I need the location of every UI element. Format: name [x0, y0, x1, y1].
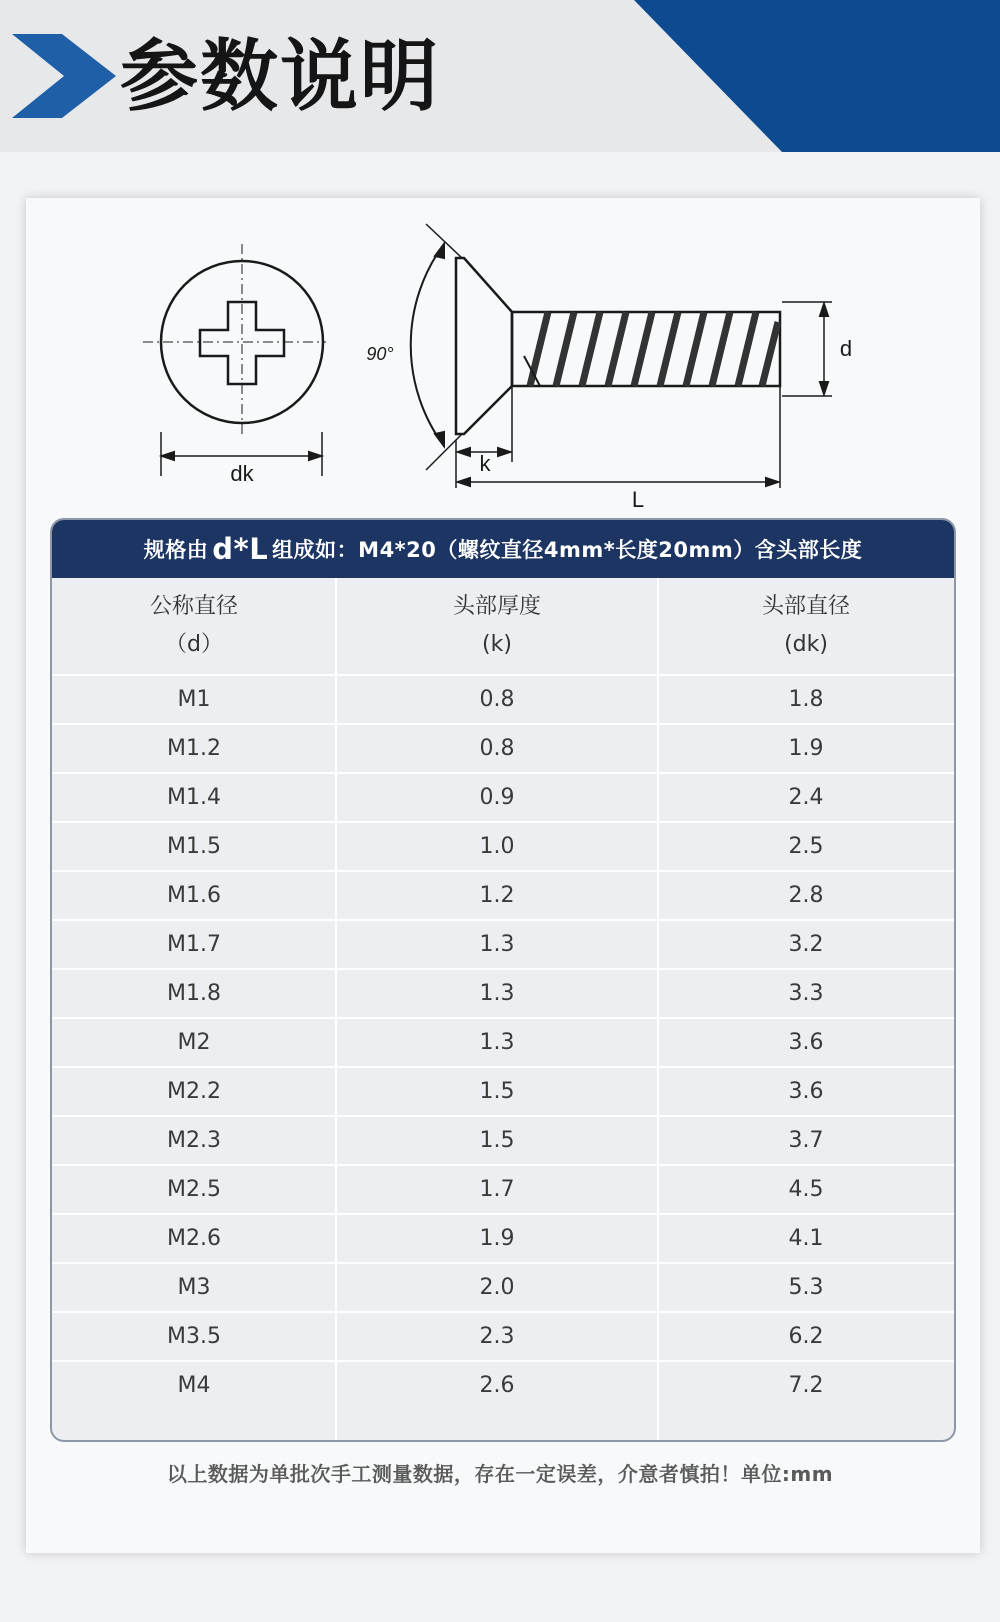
table-cell: 2.0	[479, 1275, 515, 1300]
table-cell: M3.5	[167, 1324, 221, 1349]
table-cell: 3.3	[788, 981, 824, 1006]
table-cell: M2.3	[167, 1128, 221, 1153]
column-name: 头部直径	[761, 594, 850, 619]
table-cell: 3.6	[788, 1030, 824, 1055]
table-title-formula: d*L	[212, 532, 269, 566]
table-cell: M2.6	[167, 1226, 221, 1251]
table-cell: 4.5	[788, 1177, 824, 1202]
column-unit: （d）	[165, 632, 223, 657]
column-unit: (dk)	[784, 632, 828, 657]
table-cell: 1.9	[788, 736, 824, 761]
table-cell: M1.6	[167, 883, 221, 908]
table-cell: 3.6	[788, 1079, 824, 1104]
table-cell: 0.8	[479, 687, 515, 712]
table-cell: M1.5	[167, 834, 221, 859]
column-header-dk	[658, 578, 954, 674]
table-cell: 6.2	[788, 1324, 824, 1349]
table-cell: 1.7	[479, 1177, 515, 1202]
label-k: k	[479, 451, 491, 476]
table-cell: M2	[177, 1030, 211, 1055]
table-cell: 7.2	[788, 1373, 824, 1398]
table-row	[52, 870, 954, 919]
label-angle: 90°	[366, 344, 394, 364]
table-cell: 1.9	[479, 1226, 515, 1251]
table-row	[52, 1017, 954, 1066]
table-cell: 5.3	[788, 1275, 824, 1300]
table-cell: 1.0	[479, 834, 515, 859]
table-row	[52, 1262, 954, 1311]
screw-side-view	[411, 224, 832, 488]
table-cell: 1.5	[479, 1128, 515, 1153]
column-name: 头部厚度	[452, 594, 541, 619]
table-row	[52, 674, 954, 723]
table-row	[52, 1164, 954, 1213]
column-header-d	[52, 578, 336, 674]
table-row	[52, 1066, 954, 1115]
column-header-k	[336, 578, 658, 674]
table-cell: M1.4	[167, 785, 221, 810]
table-row	[52, 968, 954, 1017]
table-cell: 1.2	[479, 883, 515, 908]
table-cell: 2.3	[479, 1324, 515, 1349]
label-dk: dk	[230, 461, 254, 486]
table-row	[52, 1311, 954, 1360]
table-cell: 2.5	[788, 834, 824, 859]
table-cell: 4.1	[788, 1226, 824, 1251]
table-row	[52, 772, 954, 821]
table-cell: 2.4	[788, 785, 824, 810]
table-title-suffix: 组成如：M4*20（螺纹直径4mm*长度20mm）含头部长度	[272, 538, 863, 562]
table-cell: M1.2	[167, 736, 221, 761]
screw-diagram	[0, 0, 1000, 520]
table-title-prefix: 规格由	[143, 538, 209, 562]
table-row	[52, 919, 954, 968]
table-row	[52, 1213, 954, 1262]
table-cell: M4	[177, 1373, 211, 1398]
table-cell: M1.7	[167, 932, 221, 957]
screw-head-top-view	[143, 244, 326, 476]
footnote: 以上数据为单批次手工测量数据，存在一定误差，介意者慎拍！单位:mm	[166, 1462, 834, 1486]
table-cell: 2.6	[479, 1373, 515, 1398]
table-cell: M1.8	[167, 981, 221, 1006]
table-cell: 0.8	[479, 736, 515, 761]
table-cell: 0.9	[479, 785, 515, 810]
table-cell: 3.2	[788, 932, 824, 957]
table-row	[52, 821, 954, 870]
column-name: 公称直径	[149, 594, 238, 619]
table-cell: 1.5	[479, 1079, 515, 1104]
table-title	[52, 520, 954, 578]
column-unit: (k)	[482, 632, 512, 657]
table-cell: 1.8	[788, 687, 824, 712]
table-cell: M2.5	[167, 1177, 221, 1202]
label-l: L	[631, 487, 645, 512]
page-title: 参数说明	[120, 32, 441, 122]
label-d: d	[839, 336, 853, 361]
table-cell: 3.7	[788, 1128, 824, 1153]
table-cell: 1.3	[479, 932, 515, 957]
table-cell: M2.2	[167, 1079, 221, 1104]
spec-table	[50, 518, 956, 1442]
table-cell: M1	[177, 687, 211, 712]
table-row	[52, 1360, 954, 1409]
table-row	[52, 1115, 954, 1164]
table-cell: 2.8	[788, 883, 824, 908]
table-row	[52, 723, 954, 772]
table-cell: M3	[177, 1275, 211, 1300]
table-cell: 1.3	[479, 981, 515, 1006]
table-cell: 1.3	[479, 1030, 515, 1055]
